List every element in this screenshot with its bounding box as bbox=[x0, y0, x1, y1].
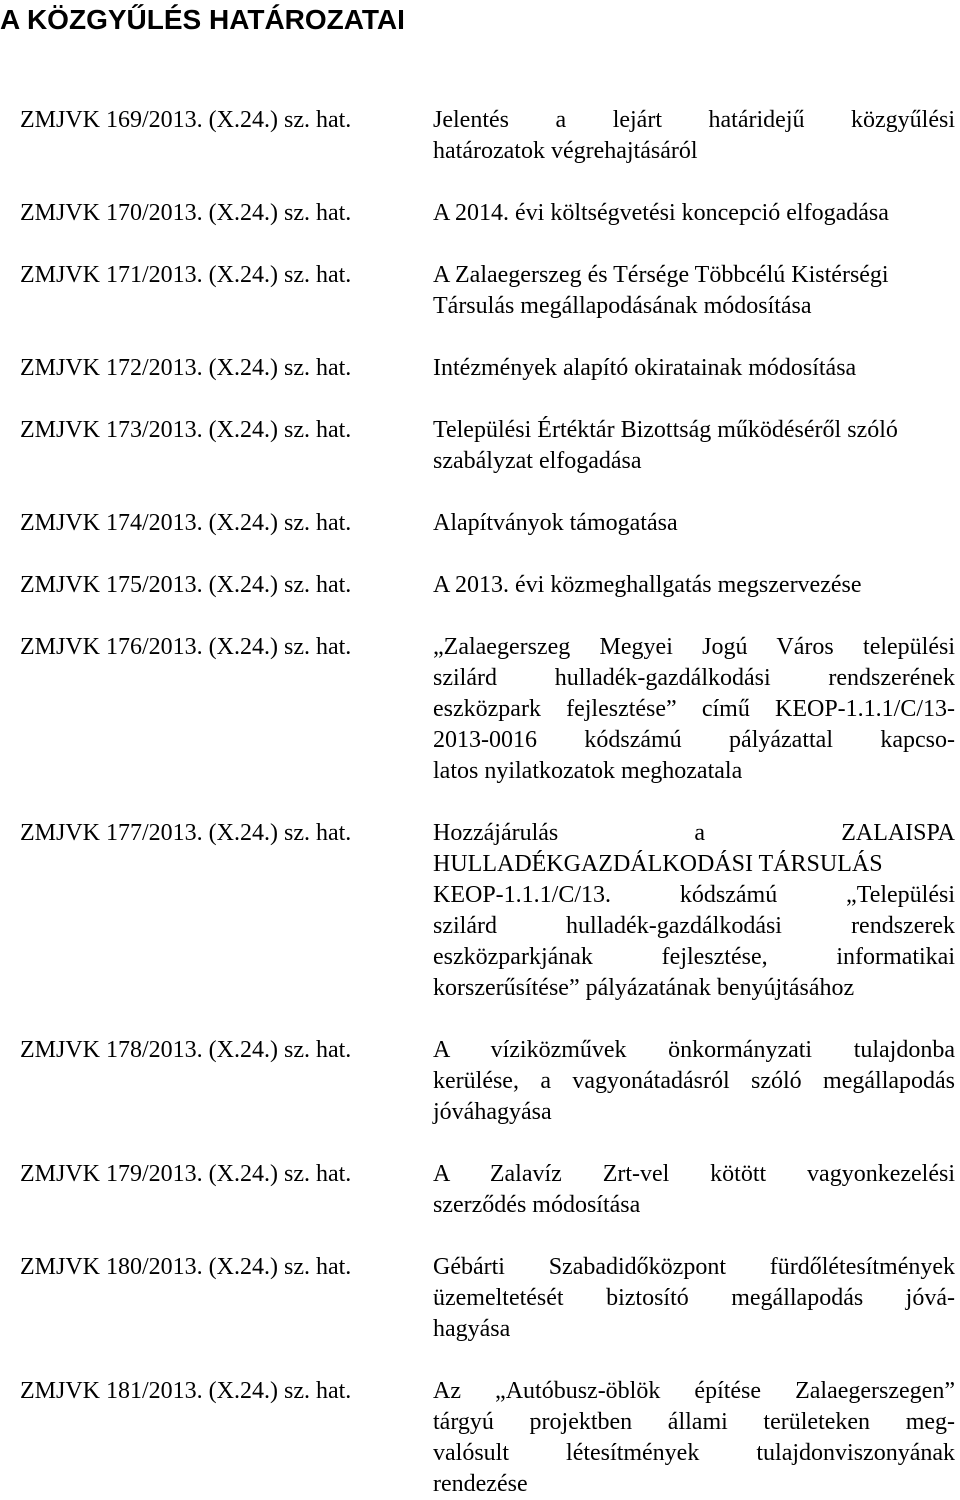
resolution-title-line: Települési Értéktár Bizottság működéséről szóló bbox=[433, 417, 898, 443]
resolution-title-line: jóváhagyása bbox=[433, 1099, 552, 1125]
resolution-title-line: tárgyú projektben állami területeken meg- bbox=[433, 1409, 955, 1435]
resolution-reference: ZMJVK 179/2013. (X.24.) sz. hat. bbox=[20, 1161, 352, 1187]
resolution-reference: ZMJVK 171/2013. (X.24.) sz. hat. bbox=[20, 262, 352, 288]
resolution-reference: ZMJVK 177/2013. (X.24.) sz. hat. bbox=[20, 820, 352, 846]
resolution-title bbox=[433, 198, 955, 229]
resolution-title-line: Hozzájárulás a ZALAISPA bbox=[433, 820, 955, 846]
resolution-title-line: szerződés módosítása bbox=[433, 1192, 641, 1218]
resolution-title-line: A víziközművek önkormányzati tulajdonba bbox=[433, 1037, 955, 1063]
resolution-title bbox=[433, 415, 955, 477]
resolution-title bbox=[433, 353, 955, 384]
resolution-title bbox=[433, 105, 955, 167]
resolution-reference: ZMJVK 170/2013. (X.24.) sz. hat. bbox=[20, 200, 352, 226]
resolution-title-line: Alapítványok támogatása bbox=[433, 510, 678, 536]
resolution-title-line: üzemeltetését biztosító megállapodás jóvá- bbox=[433, 1285, 955, 1311]
resolution-reference: ZMJVK 174/2013. (X.24.) sz. hat. bbox=[20, 510, 352, 536]
resolution-reference: ZMJVK 172/2013. (X.24.) sz. hat. bbox=[20, 355, 352, 381]
resolution-title-line: eszközpark fejlesztése” című KEOP-1.1.1/C/13- bbox=[433, 696, 955, 722]
resolution-title-line: Társulás megállapodásának módosítása bbox=[433, 293, 812, 319]
resolution-title-line: 2013-0016 kódszámú pályázattal kapcso- bbox=[433, 727, 955, 753]
resolution-title-line: eszközparkjának fejlesztése, informatikai bbox=[433, 944, 955, 970]
resolution-title bbox=[433, 508, 955, 539]
resolution-title-line: latos nyilatkozatok meghozatala bbox=[433, 758, 743, 784]
resolution-reference: ZMJVK 176/2013. (X.24.) sz. hat. bbox=[20, 634, 352, 660]
resolution-title-line: valósult létesítmények tulajdonviszonyának bbox=[433, 1440, 955, 1466]
resolution-title bbox=[433, 1159, 955, 1221]
resolution-title-line: KEOP-1.1.1/C/13. kódszámú „Települési bbox=[433, 882, 955, 908]
resolution-title-line: HULLADÉKGAZDÁLKODÁSI TÁRSULÁS bbox=[433, 851, 883, 877]
resolution-title-line: Jelentés a lejárt határidejű közgyűlési bbox=[433, 107, 955, 133]
resolution-title bbox=[433, 1035, 955, 1128]
resolution-title bbox=[433, 1376, 955, 1500]
resolution-title bbox=[433, 1252, 955, 1345]
resolution-reference: ZMJVK 178/2013. (X.24.) sz. hat. bbox=[20, 1037, 352, 1063]
resolution-title-line: szabályzat elfogadása bbox=[433, 448, 642, 474]
resolution-title bbox=[433, 570, 955, 601]
resolution-title-line: szilárd hulladék-gazdálkodási rendszerének bbox=[433, 665, 955, 691]
page-heading: A KÖZGYŰLÉS HATÁROZATAI bbox=[0, 4, 405, 35]
resolution-title-line: A 2014. évi költségvetési koncepció elfogadása bbox=[433, 200, 889, 226]
resolution-title-line: szilárd hulladék-gazdálkodási rendszerek bbox=[433, 913, 955, 939]
resolution-title-line: kerülése, a vagyonátadásról szóló megállapodás bbox=[433, 1068, 955, 1094]
resolution-title-line: A Zalavíz Zrt-vel kötött vagyonkezelési bbox=[433, 1161, 955, 1187]
resolution-reference: ZMJVK 181/2013. (X.24.) sz. hat. bbox=[20, 1378, 352, 1404]
resolution-title-line: határozatok végrehajtásáról bbox=[433, 138, 698, 164]
resolution-title-line: A Zalaegerszeg és Térsége Többcélú Kistérségi bbox=[433, 262, 889, 288]
resolution-title bbox=[433, 260, 955, 322]
resolution-title-line: korszerűsítése” pályázatának benyújtásához bbox=[433, 975, 855, 1001]
resolution-reference: ZMJVK 175/2013. (X.24.) sz. hat. bbox=[20, 572, 352, 598]
resolution-title-line: rendezése bbox=[433, 1471, 528, 1497]
resolution-reference: ZMJVK 169/2013. (X.24.) sz. hat. bbox=[20, 107, 352, 133]
resolution-reference: ZMJVK 180/2013. (X.24.) sz. hat. bbox=[20, 1254, 352, 1280]
resolution-title-line: Intézmények alapító okiratainak módosítása bbox=[433, 355, 857, 381]
resolution-reference: ZMJVK 173/2013. (X.24.) sz. hat. bbox=[20, 417, 352, 443]
resolution-title bbox=[433, 818, 955, 1004]
resolution-title-line: hagyása bbox=[433, 1316, 511, 1342]
resolution-title-line: Gébárti Szabadidőközpont fürdőlétesítmények bbox=[433, 1254, 955, 1280]
resolution-title-line: Az „Autóbusz-öblök építése Zalaegerszegen” bbox=[433, 1378, 955, 1404]
resolution-title bbox=[433, 632, 955, 787]
resolution-title-line: A 2013. évi közmeghallgatás megszervezése bbox=[433, 572, 862, 598]
resolution-title-line: „Zalaegerszeg Megyei Jogú Város települési bbox=[433, 634, 955, 660]
